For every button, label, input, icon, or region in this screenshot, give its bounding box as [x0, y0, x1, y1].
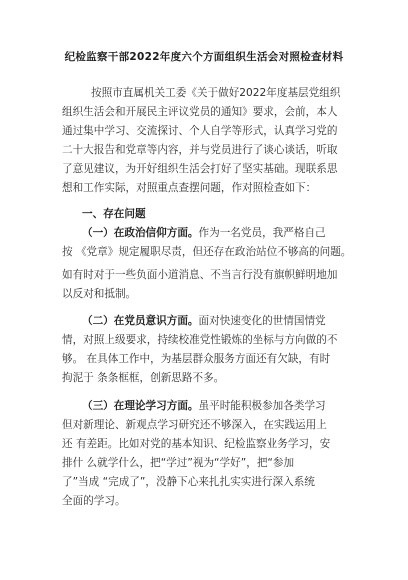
subsection-2-text: 面对快速变化的世情国情党 [198, 315, 326, 327]
subsection-1-line-4: 以反对和抵制。 [62, 288, 137, 300]
subsection-3-line-3: 还 有差距。比如对党的基本知识、纪检监察业务学习，安 [62, 438, 331, 450]
subsection-3-line-4: 排什 么就学什么，把“学过”视为“学好”，把“参加 [62, 457, 295, 469]
intro-line-5: 了意见建议，为开好组织生活会打好了坚实基础。现联系思 [62, 163, 338, 175]
subsection-1-line-3: 如有时对于一些负面小道消息、不当言行没有旗帜鲜明地加 [62, 269, 338, 281]
subsection-3-heading: （三）在理论学习方面。 [82, 400, 199, 412]
subsection-3-line-6: 全面的学习。 [62, 495, 126, 507]
subsection-2-line-2: 情，对照上级要求，持续校准党性锻炼的坐标与方向做的不 [62, 334, 338, 346]
intro-line-2: 组织生活会和开展民主评议党员的通知》要求，会前，本人 [62, 106, 338, 118]
intro-line-6: 想和工作实际，对照重点查摆问题，作对照检查如下： [62, 182, 317, 194]
document-title: 纪检监察干部2022年度六个方面组织生活会对照检查材料 [64, 51, 344, 63]
subsection-3-first-line [82, 399, 326, 413]
intro-line-3: 通过集中学习、交流探讨、个人自学等形式，认真学习党的 [62, 125, 338, 137]
subsection-1-heading: （一）在政治信仰方面。 [82, 227, 199, 239]
intro-line-4: 二十大报告和党章等内容，并与党员进行了谈心谈话，听取 [62, 144, 338, 156]
subsection-2-first-line [82, 314, 326, 328]
intro-line-1: 按照市直属机关工委《关于做好2022年度基层党组织 [91, 87, 341, 99]
subsection-2-line-3: 够。 在具体工作中，为基层群众服务方面还有欠缺，有时 [62, 353, 331, 365]
subsection-3-text: 虽平时能积极参加各类学习 [198, 400, 326, 412]
subsection-3-line-2: 但对新理论、新观点学习研究还不够深入，在实践运用上 [62, 419, 327, 431]
subsection-3-line-5: 了”当成 “完成了”，没静下心来扎扎实实进行深入系统 [62, 476, 315, 488]
subsection-1-line-2: 按 《党章》规定履职尽责，但还存在政治站位不够高的问题。 [62, 246, 352, 258]
subsection-2-heading: （二）在党员意识方面。 [82, 315, 199, 327]
subsection-1-first-line [82, 226, 326, 240]
subsection-1-text: 作为一名党员，我严格自己 [198, 227, 326, 239]
section-heading-problems: 一、存在问题 [82, 208, 146, 220]
subsection-2-line-4: 拘泥于 条条框框，创新思路不多。 [62, 372, 225, 384]
